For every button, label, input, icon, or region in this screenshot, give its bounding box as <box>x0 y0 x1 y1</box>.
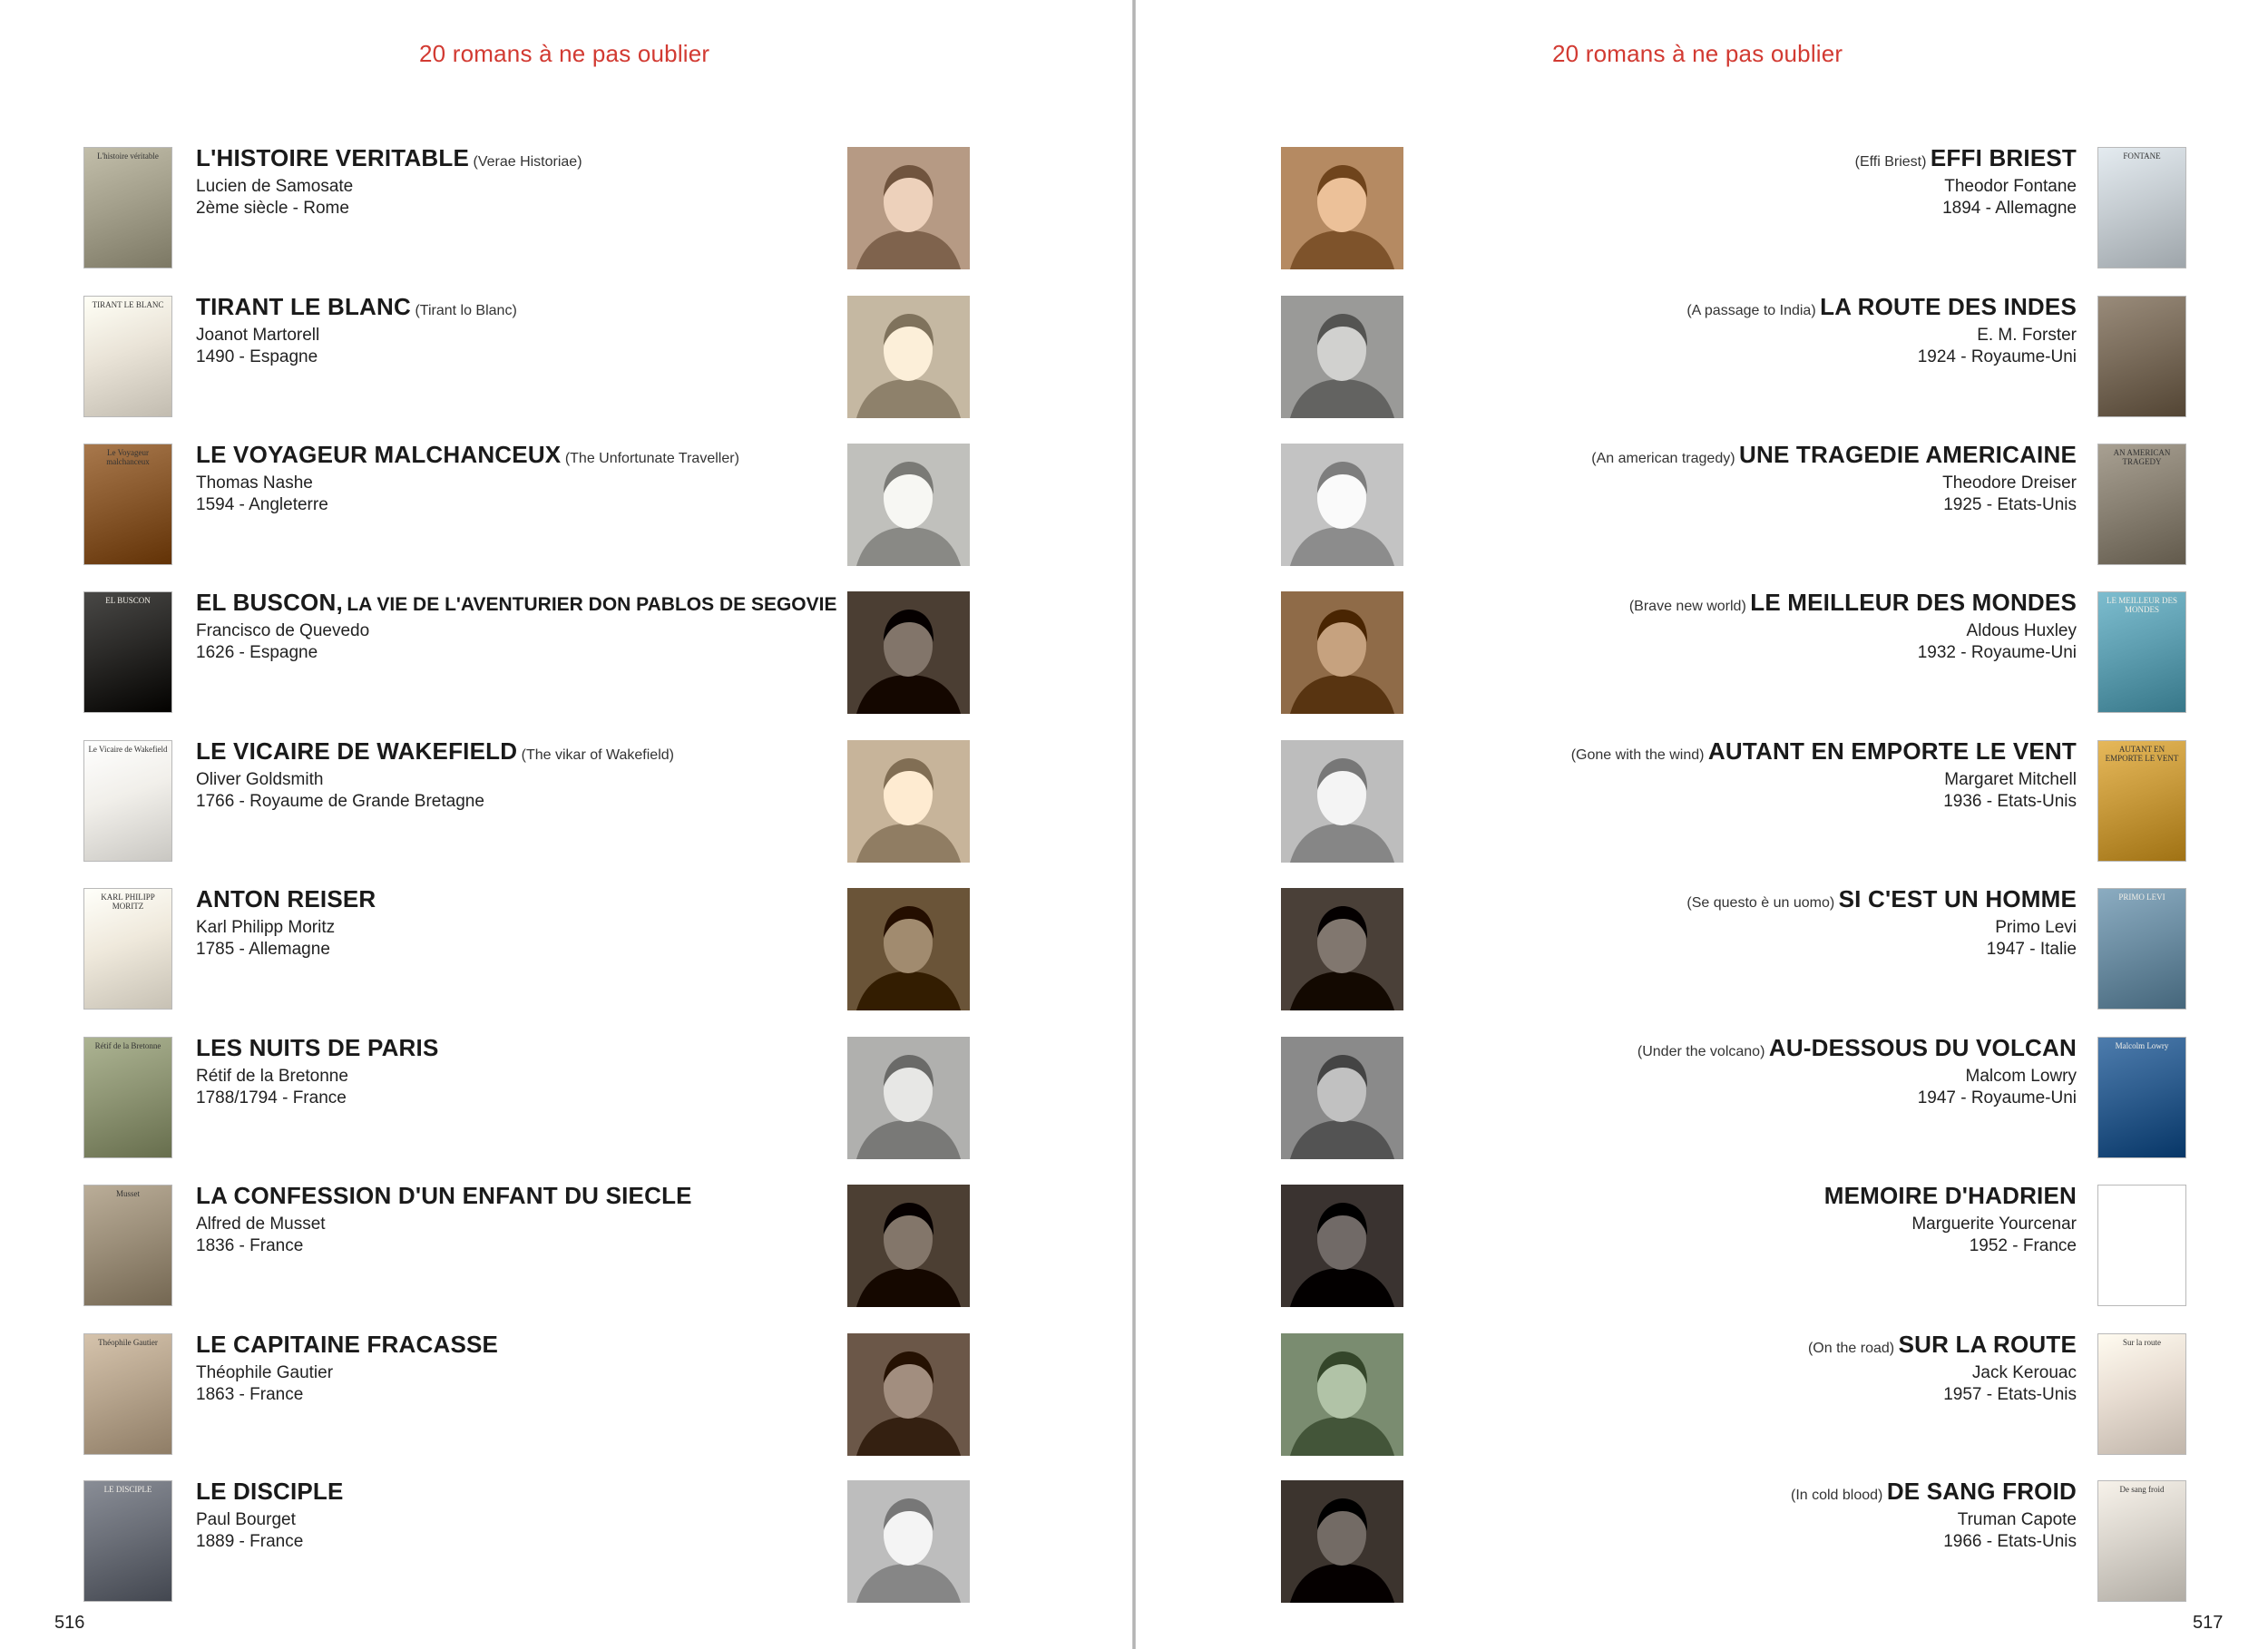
cover-caption: L'histoire véritable <box>97 151 159 161</box>
original-title: (Se questo è un uomo) <box>1686 895 1835 911</box>
author-portrait <box>1281 888 1403 1010</box>
portrait-illustration <box>1281 444 1403 566</box>
book-entry <box>83 1034 982 1164</box>
book-title: DE SANG FROID <box>1886 1478 2077 1505</box>
original-title: (A passage to India) <box>1686 303 1816 318</box>
portrait-illustration <box>1281 296 1403 418</box>
author-portrait <box>1281 1185 1403 1307</box>
book-entry <box>83 1480 982 1607</box>
book-cover <box>83 888 172 1010</box>
portrait-illustration <box>847 591 970 714</box>
book-date-country: 1766 - Royaume de Grande Bretagne <box>196 792 484 811</box>
book-author: Jack Kerouac <box>1971 1363 2077 1382</box>
book-cover <box>2097 296 2186 417</box>
original-title: (Effi Briest) <box>1854 154 1927 170</box>
book-author: Lucien de Samosate <box>196 177 354 196</box>
cover-caption: Musset <box>115 1189 140 1198</box>
book-subtitle: LA VIE DE L'AVENTURIER DON PABLOS DE SEGOVIE <box>347 594 837 615</box>
book-author: Paul Bourget <box>196 1510 296 1529</box>
book-author: Theodor Fontane <box>1944 177 2077 196</box>
book-title: TIRANT LE BLANC <box>196 293 411 320</box>
book-author: Joanot Martorell <box>196 326 320 345</box>
book-entry <box>1281 441 2188 571</box>
book-date-country: 1894 - Allemagne <box>1942 199 2077 218</box>
portrait-illustration <box>1281 1333 1403 1456</box>
book-date-country: 1966 - Etats-Unis <box>1943 1532 2077 1551</box>
book-author: Aldous Huxley <box>1966 621 2077 640</box>
book-entry <box>1281 1034 2188 1164</box>
portrait-illustration <box>1281 591 1403 714</box>
book-author: Marguerite Yourcenar <box>1911 1215 2077 1234</box>
original-title: (Under the volcano) <box>1637 1044 1765 1059</box>
portrait-illustration <box>847 888 970 1010</box>
book-author: Rétif de la Bretonne <box>196 1067 348 1086</box>
book-title: AU-DESSOUS DU VOLCAN <box>1768 1034 2077 1061</box>
book-date-country: 1957 - Etats-Unis <box>1943 1385 2077 1404</box>
book-date-country: 1947 - Royaume-Uni <box>1917 1088 2077 1107</box>
book-title: LA CONFESSION D'UN ENFANT DU SIECLE <box>196 1182 692 1209</box>
book-cover <box>83 147 172 268</box>
book-title: EFFI BRIEST <box>1930 144 2077 171</box>
book-author: Truman Capote <box>1957 1510 2077 1529</box>
book-entry <box>83 885 982 1015</box>
cover-caption: Le Voyageur malchanceux <box>106 448 150 466</box>
book-cover <box>2097 740 2186 862</box>
author-portrait <box>1281 147 1403 269</box>
book-date-country: 1788/1794 - France <box>196 1088 347 1107</box>
book-cover <box>83 1480 172 1602</box>
original-title: (Gone with the wind) <box>1570 747 1705 763</box>
portrait-illustration <box>1281 1480 1403 1603</box>
book-date-country: 1925 - Etats-Unis <box>1943 495 2077 514</box>
book-cover <box>83 591 172 713</box>
book-title: ANTON REISER <box>196 885 376 912</box>
book-entry <box>83 737 982 867</box>
book-title: SUR LA ROUTE <box>1898 1331 2077 1358</box>
portrait-illustration <box>1281 1037 1403 1159</box>
original-title: (Brave new world) <box>1628 599 1746 614</box>
author-portrait <box>1281 1480 1403 1603</box>
book-title: LE DISCIPLE <box>196 1478 344 1505</box>
book-title: LA ROUTE DES INDES <box>1820 293 2077 320</box>
book-cover <box>83 1037 172 1158</box>
portrait-illustration <box>847 1480 970 1603</box>
book-title: AUTANT EN EMPORTE LE VENT <box>1707 737 2077 765</box>
running-header: 20 romans à ne pas oublier <box>1552 40 1843 67</box>
book-author: Theodore Dreiser <box>1942 473 2077 493</box>
book-entry <box>1281 1333 2188 1460</box>
portrait-illustration <box>1281 147 1403 269</box>
book-title: MEMOIRE D'HADRIEN <box>1823 1182 2077 1209</box>
book-cover <box>2097 444 2186 565</box>
book-author: Malcom Lowry <box>1965 1067 2077 1086</box>
book-cover <box>83 296 172 417</box>
original-title: (On the road) <box>1807 1341 1895 1356</box>
portrait-illustration <box>1281 740 1403 863</box>
book-author: E. M. Forster <box>1977 326 2077 345</box>
right-page <box>1136 0 2268 1649</box>
book-title: SI C'EST UN HOMME <box>1838 885 2077 912</box>
portrait-illustration <box>847 740 970 863</box>
book-title: LE VOYAGEUR MALCHANCEUX <box>196 441 562 468</box>
cover-caption: Rétif de la Bretonne <box>94 1041 161 1050</box>
original-title: (The Unfortunate Traveller) <box>564 451 739 466</box>
portrait-illustration <box>847 147 970 269</box>
book-entry <box>83 1182 982 1312</box>
author-portrait <box>847 296 970 418</box>
author-portrait <box>847 740 970 863</box>
cover-caption: TIRANT LE BLANC <box>92 300 164 309</box>
portrait-illustration <box>1281 1185 1403 1307</box>
book-title: LES NUITS DE PARIS <box>196 1034 439 1061</box>
book-cover <box>2097 888 2186 1010</box>
book-title: EL BUSCON, <box>196 589 343 616</box>
book-title: L'HISTOIRE VERITABLE <box>196 144 470 171</box>
cover-caption: FONTANE <box>2123 151 2161 161</box>
author-portrait <box>1281 444 1403 566</box>
cover-caption: LE MEILLEUR DES MONDES <box>2107 596 2177 614</box>
book-date-country: 1626 - Espagne <box>196 643 318 662</box>
author-portrait <box>1281 1333 1403 1456</box>
author-portrait <box>847 591 970 714</box>
original-title: (Tirant lo Blanc) <box>415 303 517 318</box>
book-entry <box>1281 144 2188 274</box>
author-portrait <box>847 1185 970 1307</box>
book-author: Karl Philipp Moritz <box>196 918 336 937</box>
book-author: Primo Levi <box>1995 918 2077 937</box>
original-title: (The vikar of Wakefield) <box>521 747 674 763</box>
book-date-country: 1836 - France <box>196 1236 304 1255</box>
book-date-country: 1594 - Angleterre <box>196 495 328 514</box>
book-cover <box>2097 1037 2186 1158</box>
portrait-illustration <box>847 1185 970 1307</box>
original-title: (An american tragedy) <box>1591 451 1735 466</box>
book-cover <box>2097 1185 2186 1306</box>
author-portrait <box>1281 296 1403 418</box>
book-entry <box>83 591 982 718</box>
book-cover <box>2097 591 2186 713</box>
book-entry <box>83 144 982 274</box>
cover-caption: Le Vicaire de Wakefield <box>88 745 168 754</box>
author-portrait <box>847 1333 970 1456</box>
book-date-country: 1924 - Royaume-Uni <box>1917 347 2077 366</box>
author-portrait <box>1281 591 1403 714</box>
cover-caption: KARL PHILIPP MORITZ <box>101 893 155 911</box>
book-date-country: 1936 - Etats-Unis <box>1943 792 2077 811</box>
portrait-illustration <box>1281 888 1403 1010</box>
book-date-country: 1952 - France <box>1969 1236 2077 1255</box>
book-date-country: 2ème siècle - Rome <box>196 199 349 218</box>
book-author: Margaret Mitchell <box>1944 770 2077 789</box>
book-title: LE VICAIRE DE WAKEFIELD <box>196 737 518 765</box>
cover-caption: De sang froid <box>2119 1485 2165 1494</box>
author-portrait <box>847 444 970 566</box>
book-date-country: 1932 - Royaume-Uni <box>1917 643 2077 662</box>
book-entry <box>1281 737 2188 867</box>
book-date-country: 1947 - Italie <box>1986 940 2077 959</box>
book-entry <box>1281 293 2188 423</box>
author-portrait <box>1281 1037 1403 1159</box>
book-title: LE CAPITAINE FRACASSE <box>196 1331 499 1358</box>
original-title: (In cold blood) <box>1790 1488 1883 1503</box>
book-entry <box>83 293 982 423</box>
cover-caption: PRIMO LEVI <box>2118 893 2165 902</box>
book-entry <box>83 441 982 571</box>
book-cover <box>83 444 172 565</box>
book-author: Thomas Nashe <box>196 473 313 493</box>
author-portrait <box>847 1480 970 1603</box>
book-title: UNE TRAGEDIE AMERICAINE <box>1739 441 2077 468</box>
book-title: LE MEILLEUR DES MONDES <box>1750 589 2077 616</box>
page-number: 517 <box>2193 1613 2224 1633</box>
book-entry <box>1281 885 2188 1015</box>
book-date-country: 1889 - France <box>196 1532 304 1551</box>
cover-caption: LE DISCIPLE <box>103 1485 152 1494</box>
cover-caption: Sur la route <box>2123 1338 2161 1347</box>
page-number: 516 <box>54 1613 85 1633</box>
running-header: 20 romans à ne pas oublier <box>419 40 710 67</box>
book-cover <box>2097 1480 2186 1602</box>
book-entry <box>1281 1182 2188 1312</box>
cover-caption: EL BUSCON <box>105 596 151 605</box>
book-entry <box>1281 591 2188 718</box>
book-entry <box>83 1333 982 1460</box>
author-portrait <box>847 1037 970 1159</box>
cover-caption: Malcolm Lowry <box>2115 1041 2169 1050</box>
cover-caption: Théophile Gautier <box>98 1338 158 1347</box>
author-portrait <box>847 888 970 1010</box>
author-portrait <box>847 147 970 269</box>
original-title: (Verae Historiae) <box>473 154 582 170</box>
portrait-illustration <box>847 444 970 566</box>
book-author: Francisco de Quevedo <box>196 621 370 640</box>
book-cover <box>2097 147 2186 268</box>
book-cover <box>83 1333 172 1455</box>
book-author: Alfred de Musset <box>196 1215 326 1234</box>
book-date-country: 1863 - France <box>196 1385 304 1404</box>
book-cover <box>83 740 172 862</box>
portrait-illustration <box>847 296 970 418</box>
cover-caption: AN AMERICAN TRAGEDY <box>2113 448 2171 466</box>
book-entry <box>1281 1480 2188 1607</box>
left-page <box>0 0 1132 1649</box>
book-date-country: 1490 - Espagne <box>196 347 318 366</box>
book-cover <box>83 1185 172 1306</box>
book-date-country: 1785 - Allemagne <box>196 940 330 959</box>
book-author: Théophile Gautier <box>196 1363 334 1382</box>
cover-caption: AUTANT EN EMPORTE LE VENT <box>2105 745 2179 763</box>
book-author: Oliver Goldsmith <box>196 770 324 789</box>
portrait-illustration <box>847 1333 970 1456</box>
book-cover <box>2097 1333 2186 1455</box>
portrait-illustration <box>847 1037 970 1159</box>
author-portrait <box>1281 740 1403 863</box>
